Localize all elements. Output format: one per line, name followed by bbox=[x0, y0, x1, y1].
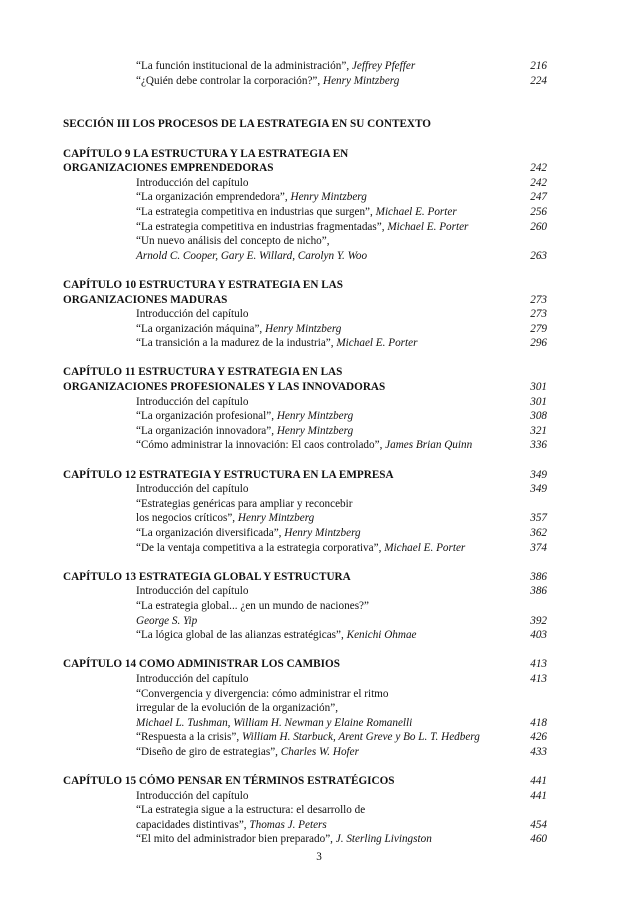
toc-entry bbox=[63, 220, 550, 235]
entry-text bbox=[63, 628, 550, 643]
chapter-heading bbox=[63, 278, 550, 293]
entry-page: 321 bbox=[530, 424, 547, 437]
entry-author: Henry Mintzberg bbox=[276, 410, 354, 423]
entry-author: Jeffrey Pfeffer bbox=[351, 60, 416, 72]
entry-title: “La lógica global de las alianzas estratégicas”, bbox=[136, 629, 347, 642]
chapter-page: 441 bbox=[530, 775, 547, 788]
entry-page: 392 bbox=[530, 614, 547, 627]
entry-author: Kenichi Ohmae bbox=[346, 629, 417, 642]
entry-text bbox=[63, 336, 550, 351]
entry-title: los negocios críticos”, bbox=[136, 512, 238, 525]
entry-title: “La organización máquina”, bbox=[136, 322, 266, 335]
chapter-heading bbox=[63, 147, 550, 162]
entry-title: “Convergencia y divergencia: cómo administrar el ritmo bbox=[136, 687, 389, 700]
toc-entry bbox=[63, 438, 550, 453]
entry-page: 418 bbox=[530, 716, 547, 729]
entry-page: 454 bbox=[530, 818, 547, 831]
entry-text bbox=[63, 614, 550, 629]
toc-entry bbox=[63, 614, 550, 629]
entry-title: “Diseño de giro de estrategias”, bbox=[136, 745, 281, 758]
entry-text bbox=[63, 584, 550, 599]
entry-title: “La estrategia sigue a la estructura: el desarrollo de bbox=[136, 804, 366, 817]
toc-entry bbox=[63, 541, 550, 556]
entry-text bbox=[63, 818, 550, 833]
entry-text bbox=[63, 672, 550, 687]
section-title-text: SECCIÓN III LOS PROCESOS DE LA ESTRATEGIA EN SU CONTEXTO bbox=[63, 118, 431, 131]
chapter-heading-text: CAPÍTULO 9 LA ESTRUCTURA Y LA ESTRATEGIA EN bbox=[63, 147, 349, 160]
toc-entry bbox=[63, 74, 550, 89]
entry-title: Introducción del capítulo bbox=[136, 672, 249, 685]
chapter-heading-text: CAPÍTULO 15 CÓMO PENSAR EN TÉRMINOS ESTRATÉGICOS bbox=[63, 775, 395, 788]
entry-author: James Brian Quinn bbox=[385, 439, 473, 452]
entry-author: Henry Mintzberg bbox=[276, 424, 354, 437]
entry-page: 386 bbox=[530, 585, 547, 598]
chapter-heading-text: ORGANIZACIONES PROFESIONALES Y LAS INNOVADORAS bbox=[63, 381, 386, 394]
toc-entry bbox=[63, 395, 550, 410]
entry-text bbox=[63, 220, 550, 235]
entry-text bbox=[63, 438, 550, 453]
section-title bbox=[63, 117, 550, 132]
toc-entry bbox=[63, 409, 550, 424]
entry-author: J. Sterling Livingston bbox=[335, 833, 432, 846]
entry-page: 247 bbox=[530, 191, 547, 204]
entry-text bbox=[63, 190, 550, 205]
entry-text bbox=[63, 249, 550, 264]
entry-page: 256 bbox=[530, 205, 547, 218]
entry-page: 301 bbox=[530, 395, 547, 408]
entry-text bbox=[63, 322, 550, 337]
entry-title: “La organización diversificada”, bbox=[136, 527, 285, 539]
entry-author: Henry Mintzberg bbox=[284, 527, 361, 539]
entry-text bbox=[63, 307, 550, 322]
entry-page: 403 bbox=[530, 629, 547, 642]
chapter-heading bbox=[63, 774, 550, 789]
toc-entry bbox=[63, 716, 550, 731]
entry-text bbox=[63, 803, 550, 818]
entry-title: “Un nuevo análisis del concepto de nicho”, bbox=[136, 235, 330, 248]
chapter-heading-text: ORGANIZACIONES EMPRENDEDORAS bbox=[63, 162, 274, 175]
toc-entry bbox=[63, 701, 550, 716]
entry-text bbox=[63, 541, 550, 556]
entry-text bbox=[63, 424, 550, 439]
page-number: 3 bbox=[316, 851, 322, 863]
entry-title: Introducción del capítulo bbox=[136, 789, 249, 802]
toc-entry bbox=[63, 672, 550, 687]
toc-entry bbox=[63, 249, 550, 264]
entry-title: “La organización emprendedora”, bbox=[136, 191, 291, 204]
chapter-heading-text: CAPÍTULO 11 ESTRUCTURA Y ESTRATEGIA EN LAS bbox=[63, 366, 343, 379]
entry-page: 433 bbox=[530, 745, 547, 758]
entry-title: “El mito del administrador bien preparado”, bbox=[136, 833, 336, 846]
entry-text bbox=[63, 59, 550, 74]
entry-page: 374 bbox=[530, 541, 547, 554]
chapter-heading-text: CAPÍTULO 14 COMO ADMINISTRAR LOS CAMBIOS bbox=[63, 658, 340, 671]
entry-title: “La estrategia competitiva en industrias fragmentadas”, bbox=[136, 220, 388, 233]
chapter-page: 349 bbox=[530, 468, 547, 481]
entry-author: Arnold C. Cooper, Gary E. Willard, Carolyn Y. Woo bbox=[136, 249, 368, 262]
chapter-heading bbox=[63, 365, 550, 380]
toc-entry bbox=[63, 205, 550, 220]
toc-entry bbox=[63, 190, 550, 205]
toc-entry bbox=[63, 818, 550, 833]
entry-title: “¿Quién debe controlar la corporación?”, bbox=[136, 74, 323, 87]
entry-page: 296 bbox=[530, 337, 547, 350]
entry-title: “Estrategias genéricas para ampliar y reconcebir bbox=[136, 497, 353, 510]
entry-title: “La función institucional de la administración”, bbox=[136, 60, 352, 72]
entry-title: “La organización innovadora”, bbox=[136, 424, 277, 437]
entry-author: Henry Mintzberg bbox=[322, 74, 400, 87]
toc-entry bbox=[63, 497, 550, 512]
toc-entry bbox=[63, 687, 550, 702]
entry-text bbox=[63, 482, 550, 497]
chapter-heading-text: CAPÍTULO 12 ESTRATEGIA Y ESTRUCTURA EN LA EMPRESA bbox=[63, 468, 394, 481]
entry-page: 279 bbox=[530, 322, 547, 335]
entry-text bbox=[63, 730, 550, 745]
entry-text bbox=[63, 395, 550, 410]
chapter-page: 413 bbox=[530, 658, 547, 671]
toc-entry bbox=[63, 526, 550, 541]
chapter-heading bbox=[63, 468, 550, 483]
entry-title: Introducción del capítulo bbox=[136, 395, 249, 408]
entry-text bbox=[63, 74, 550, 89]
entry-text bbox=[63, 716, 550, 731]
entry-text bbox=[63, 701, 550, 716]
entry-text bbox=[63, 599, 550, 614]
entry-author: William H. Starbuck, Arent Greve y Bo L. T. Hedberg bbox=[241, 731, 480, 744]
entry-page: 263 bbox=[530, 249, 547, 262]
entry-text bbox=[63, 205, 550, 220]
entry-title: Introducción del capítulo bbox=[136, 308, 249, 321]
entry-text bbox=[63, 511, 550, 526]
entry-text bbox=[63, 789, 550, 804]
entry-title: Introducción del capítulo bbox=[136, 176, 249, 189]
entry-page: 441 bbox=[530, 789, 547, 802]
entry-page: 460 bbox=[530, 833, 547, 846]
toc-entry bbox=[63, 59, 550, 74]
entry-title: “La estrategia global... ¿en un mundo de naciones?” bbox=[136, 599, 369, 612]
entry-page: 216 bbox=[530, 60, 547, 72]
toc-entry bbox=[63, 336, 550, 351]
toc-entry bbox=[63, 176, 550, 191]
entry-title: Introducción del capítulo bbox=[136, 483, 249, 496]
toc-entry bbox=[63, 424, 550, 439]
entry-author: George S. Yip bbox=[136, 614, 198, 627]
chapter-page: 301 bbox=[530, 381, 547, 394]
entry-page: 308 bbox=[530, 410, 547, 423]
chapter-heading-text: CAPÍTULO 10 ESTRUCTURA Y ESTRATEGIA EN LAS bbox=[63, 278, 343, 291]
entry-title: Introducción del capítulo bbox=[136, 585, 249, 598]
entry-page: 426 bbox=[530, 731, 547, 744]
entry-title: “Respuesta a la crisis”, bbox=[136, 731, 242, 744]
entry-author: Michael L. Tushman, William H. Newman y Elaine Romanelli bbox=[136, 716, 413, 729]
entry-author: Henry Mintzberg bbox=[290, 191, 367, 204]
toc-entry bbox=[63, 599, 550, 614]
toc-entry bbox=[63, 307, 550, 322]
toc-entry bbox=[63, 628, 550, 643]
chapter-page: 242 bbox=[530, 162, 547, 175]
entry-text bbox=[63, 745, 550, 760]
entry-author: Henry Mintzberg bbox=[265, 322, 342, 335]
entry-title: “De la ventaja competitiva a la estrategia corporativa”, bbox=[136, 541, 385, 554]
entry-page: 362 bbox=[530, 527, 547, 539]
entry-author: Michael E. Porter bbox=[384, 541, 466, 554]
entry-author: Michael E. Porter bbox=[387, 220, 469, 233]
entry-text bbox=[63, 687, 550, 702]
toc-entry bbox=[63, 234, 550, 249]
entry-title: “La transición a la madurez de la industria”, bbox=[136, 337, 337, 350]
entry-page: 242 bbox=[530, 176, 547, 189]
entry-author: Michael E. Porter bbox=[375, 205, 457, 218]
entry-text bbox=[63, 234, 550, 249]
entry-page: 349 bbox=[530, 483, 547, 496]
entry-page: 413 bbox=[530, 672, 547, 685]
chapter-page: 273 bbox=[530, 293, 547, 306]
chapter-heading bbox=[63, 161, 550, 176]
entry-text bbox=[63, 526, 550, 541]
toc-entry bbox=[63, 832, 550, 847]
entry-author: Henry Mintzberg bbox=[237, 512, 315, 525]
entry-page: 336 bbox=[530, 439, 547, 452]
toc-entry bbox=[63, 584, 550, 599]
entry-text bbox=[63, 832, 550, 847]
entry-author: Michael E. Porter bbox=[336, 337, 418, 350]
toc-entry bbox=[63, 745, 550, 760]
chapter-heading-text: ORGANIZACIONES MADURAS bbox=[63, 293, 228, 306]
entry-page: 357 bbox=[530, 512, 547, 525]
toc-entry bbox=[63, 730, 550, 745]
toc-entry bbox=[63, 511, 550, 526]
chapter-page: 386 bbox=[530, 570, 547, 583]
toc-entry bbox=[63, 482, 550, 497]
chapter-heading bbox=[63, 570, 550, 585]
entry-title: “La organización profesional”, bbox=[136, 410, 277, 423]
chapter-heading bbox=[63, 657, 550, 672]
entry-text bbox=[63, 176, 550, 191]
toc-entry bbox=[63, 789, 550, 804]
table-of-contents bbox=[63, 59, 550, 847]
chapter-heading-text: CAPÍTULO 13 ESTRATEGIA GLOBAL Y ESTRUCTURA bbox=[63, 570, 351, 583]
entry-page: 224 bbox=[530, 74, 547, 87]
entry-page: 273 bbox=[530, 308, 547, 321]
entry-page: 260 bbox=[530, 220, 547, 233]
entry-author: Thomas J. Peters bbox=[249, 818, 327, 831]
toc-entry bbox=[63, 322, 550, 337]
chapter-heading bbox=[63, 380, 550, 395]
entry-title: irregular de la evolución de la organización”, bbox=[136, 702, 339, 715]
entry-text bbox=[63, 409, 550, 424]
toc-entry bbox=[63, 803, 550, 818]
entry-title: “La estrategia competitiva en industrias que surgen”, bbox=[136, 205, 376, 218]
entry-title: “Cómo administrar la innovación: El caos controlado”, bbox=[136, 439, 386, 452]
entry-text bbox=[63, 497, 550, 512]
chapter-heading bbox=[63, 293, 550, 308]
entry-author: Charles W. Hofer bbox=[280, 745, 359, 758]
entry-title: capacidades distintivas”, bbox=[136, 818, 250, 831]
